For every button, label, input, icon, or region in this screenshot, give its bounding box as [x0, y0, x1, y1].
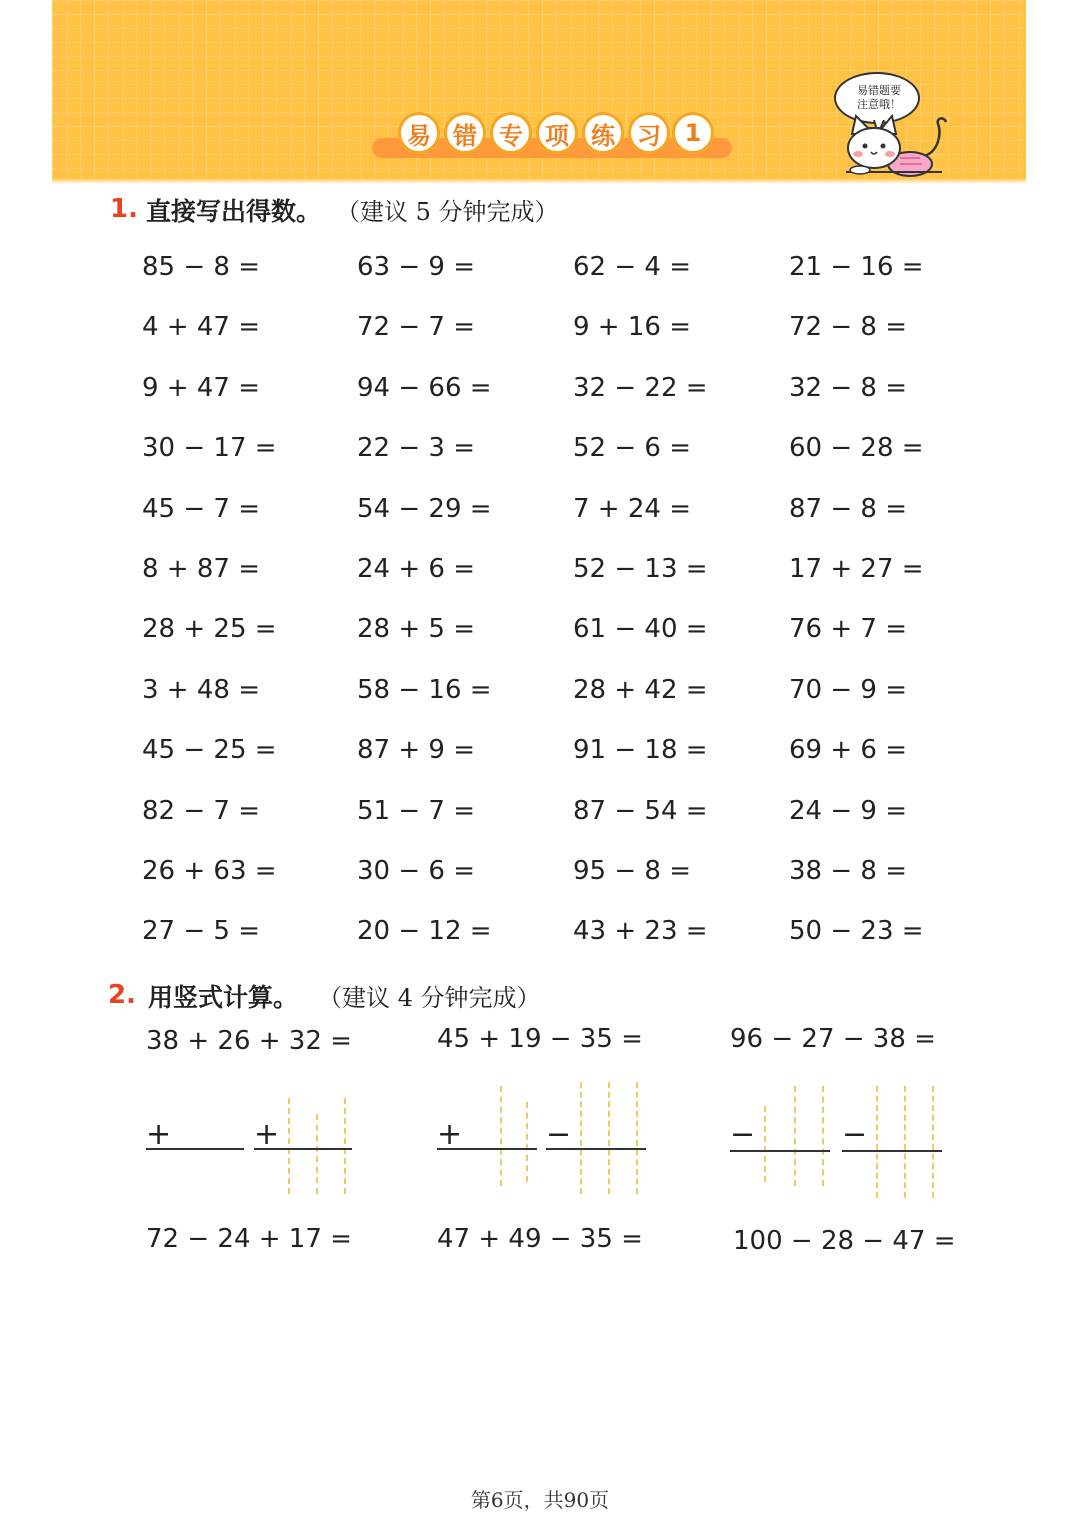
vertical-problem: 38 + 26 + 32 = — [146, 1026, 352, 1056]
guide-line — [932, 1086, 934, 1198]
equation-item: 95 − 8 = — [573, 856, 691, 886]
equation-item: 76 + 7 = — [789, 614, 907, 644]
operator-sign: − — [546, 1117, 572, 1152]
operator-sign: + — [146, 1117, 172, 1152]
guide-line — [608, 1082, 610, 1194]
title-char: 错 — [444, 112, 486, 154]
answer-line — [546, 1148, 646, 1150]
equation-item: 45 − 25 = — [142, 735, 277, 765]
equation-item: 9 + 47 = — [142, 373, 260, 403]
operator-sign: + — [254, 1117, 280, 1152]
title-char: 专 — [490, 112, 532, 154]
equation-item: 9 + 16 = — [573, 312, 691, 342]
title-char: 易 — [398, 112, 440, 154]
equation-item: 69 + 6 = — [789, 735, 907, 765]
title-char: 项 — [536, 112, 578, 154]
equation-item: 32 − 8 = — [789, 373, 907, 403]
equation-item: 30 − 6 = — [357, 856, 475, 886]
section-heading: 直接写出得数。 — [146, 197, 322, 226]
guide-line — [904, 1086, 906, 1198]
operator-sign: + — [437, 1117, 463, 1152]
vertical-problem: 45 + 19 − 35 = — [437, 1024, 643, 1054]
equation-item: 7 + 24 = — [573, 494, 691, 524]
equation-item: 27 − 5 = — [142, 916, 260, 946]
title-char: 1 — [672, 112, 714, 154]
equation-item: 82 − 7 = — [142, 796, 260, 826]
equation-item: 20 − 12 = — [357, 916, 492, 946]
answer-line — [730, 1150, 830, 1152]
equation-item: 28 + 25 = — [142, 614, 277, 644]
section-heading: 用竖式计算。 — [148, 983, 299, 1012]
answer-line — [437, 1148, 537, 1150]
operator-sign: − — [730, 1117, 756, 1152]
vertical-problem: 47 + 49 − 35 = — [437, 1224, 643, 1254]
equation-item: 87 + 9 = — [357, 735, 475, 765]
equation-item: 70 − 9 = — [789, 675, 907, 705]
equation-item: 8 + 87 = — [142, 554, 260, 584]
equation-item: 50 − 23 = — [789, 916, 924, 946]
equation-item: 24 − 9 = — [789, 796, 907, 826]
operator-sign: − — [842, 1117, 868, 1152]
equation-item: 45 − 7 = — [142, 494, 260, 524]
equation-item: 4 + 47 = — [142, 312, 260, 342]
equation-item: 91 − 18 = — [573, 735, 708, 765]
bubble-line: 易错题要 — [857, 84, 901, 97]
equation-item: 58 − 16 = — [357, 675, 492, 705]
guide-line — [500, 1086, 502, 1186]
title-char: 练 — [582, 112, 624, 154]
title-char: 习 — [628, 112, 670, 154]
bubble-line: 注意哦！ — [857, 98, 901, 111]
equation-item: 3 + 48 = — [142, 675, 260, 705]
equation-item: 28 + 42 = — [573, 675, 708, 705]
section-number: 1. — [110, 194, 138, 224]
equation-item: 87 − 8 = — [789, 494, 907, 524]
equation-item: 52 − 6 = — [573, 433, 691, 463]
guide-line — [764, 1106, 766, 1182]
equation-item: 22 − 3 = — [357, 433, 475, 463]
guide-line — [876, 1086, 878, 1198]
vertical-problem: 96 − 27 − 38 = — [730, 1024, 936, 1054]
equation-item: 32 − 22 = — [573, 373, 708, 403]
section-note: （建议 5 分钟完成） — [336, 198, 559, 226]
equation-item: 61 − 40 = — [573, 614, 708, 644]
guide-line — [794, 1086, 796, 1186]
equation-item: 94 − 66 = — [357, 373, 492, 403]
equation-item: 17 + 27 = — [789, 554, 924, 584]
page-footer: 第6页，共90页 — [470, 1488, 610, 1512]
guide-line — [526, 1102, 528, 1182]
guide-line — [636, 1082, 638, 1194]
answer-line — [254, 1148, 352, 1150]
equation-item: 87 − 54 = — [573, 796, 708, 826]
equation-item: 52 − 13 = — [573, 554, 708, 584]
answer-line — [146, 1148, 244, 1150]
equation-item: 38 − 8 = — [789, 856, 907, 886]
vertical-problem: 100 − 28 − 47 = — [733, 1226, 956, 1256]
equation-item: 21 − 16 = — [789, 252, 924, 282]
equation-item: 30 − 17 = — [142, 433, 277, 463]
section-note: （建议 4 分钟完成） — [318, 984, 541, 1012]
guide-line — [822, 1086, 824, 1186]
equation-item: 24 + 6 = — [357, 554, 475, 584]
equation-item: 62 − 4 = — [573, 252, 691, 282]
equation-item: 60 − 28 = — [789, 433, 924, 463]
equation-item: 72 − 7 = — [357, 312, 475, 342]
guide-line — [316, 1114, 318, 1194]
equation-item: 28 + 5 = — [357, 614, 475, 644]
section-number: 2. — [108, 980, 136, 1010]
vertical-problem: 72 − 24 + 17 = — [146, 1224, 352, 1254]
equation-item: 51 − 7 = — [357, 796, 475, 826]
equation-item: 63 − 9 = — [357, 252, 475, 282]
guide-line — [344, 1098, 346, 1194]
cat-mascot-icon — [838, 112, 954, 180]
equation-item: 72 − 8 = — [789, 312, 907, 342]
guide-line — [580, 1082, 582, 1194]
guide-line — [288, 1098, 290, 1194]
equation-item: 54 − 29 = — [357, 494, 492, 524]
equation-item: 85 − 8 = — [142, 252, 260, 282]
equation-item: 26 + 63 = — [142, 856, 277, 886]
answer-line — [842, 1150, 942, 1152]
equation-item: 43 + 23 = — [573, 916, 708, 946]
